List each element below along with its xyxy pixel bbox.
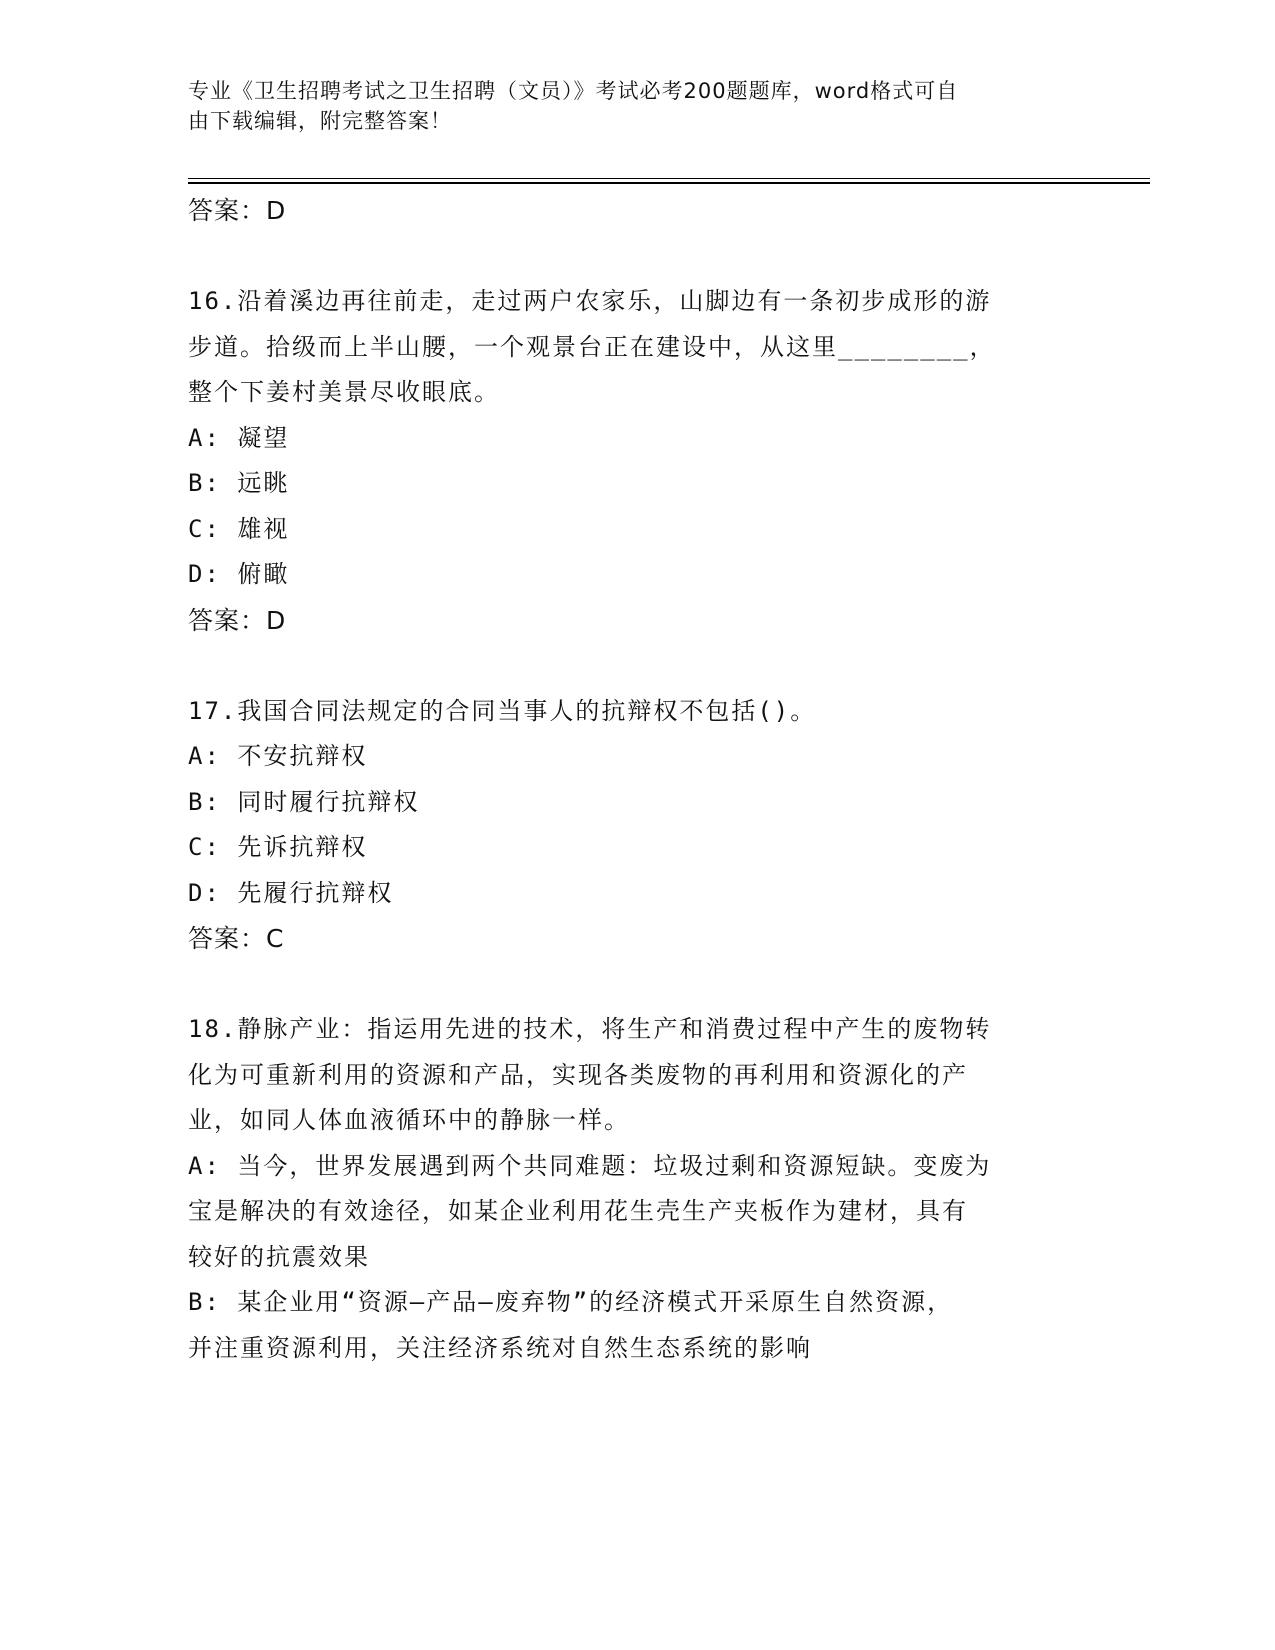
option-a: A: 凝望 [188,423,290,452]
option-a: A: 当今，世界发展遇到两个共同难题：垃圾过剩和资源短缺。变废为 [188,1151,992,1180]
option-a-continued: 宝是解决的有效途径，如某企业利用花生壳生产夹板作为建材，具有 [188,1197,968,1225]
question-text-line: 整个下姜村美景尽收眼底。 [188,378,500,406]
option-c: C: 雄视 [188,514,290,543]
option-b-continued: 并注重资源利用，关注经济系统对自然生态系统的影响 [188,1333,812,1362]
answer-line: 答案：D [188,196,287,225]
question-text-line: 业，如同人体血液循环中的静脉一样。 [188,1106,630,1134]
option-c: C: 先诉抗辩权 [188,833,368,861]
question-text-line: 18.静脉产业：指运用先进的技术，将生产和消费过程中产生的废物转 [188,1015,992,1043]
option-b: B: 某企业用“资源—产品—废弃物”的经济模式开采原生自然资源， [188,1288,954,1316]
header-line-1: 专业《卫生招聘考试之卫生招聘（文员）》考试必考200题题库，word格式可自 [188,79,959,103]
spacer [188,962,1088,1008]
question-text-line: 步道。拾级而上半山腰，一个观景台正在建设中，从这里________， [188,332,996,361]
answer-line: 答案：D [188,605,287,635]
option-a: A: 不安抗辩权 [188,742,368,770]
option-d: D: 俯瞰 [188,560,290,588]
question-text-line: 化为可重新利用的资源和产品，实现各类废物的再利用和资源化的产 [188,1060,968,1089]
header-line-2: 由下载编辑，附完整答案！ [188,109,452,133]
spacer [188,643,1088,689]
header-divider-thin [188,178,1150,179]
question-text-line: 16.沿着溪边再往前走，走过两户农家乐，山脚边有一条初步成形的游 [188,287,992,315]
option-b: B: 同时履行抗辩权 [188,787,420,816]
question-text-line: 17.我国合同法规定的合同当事人的抗辩权不包括()。 [188,696,817,725]
header-divider-thick [188,182,1150,184]
option-b: B: 远眺 [188,469,290,497]
option-a-continued: 较好的抗震效果 [188,1242,370,1271]
question-17 [188,689,1088,962]
option-d: D: 先履行抗辩权 [188,878,394,907]
spacer [188,234,1088,280]
document-header [188,76,1068,136]
answer-line: 答案：C [188,924,285,953]
question-content [188,188,1088,1371]
question-16 [188,279,1088,643]
question-18 [188,1007,1088,1371]
